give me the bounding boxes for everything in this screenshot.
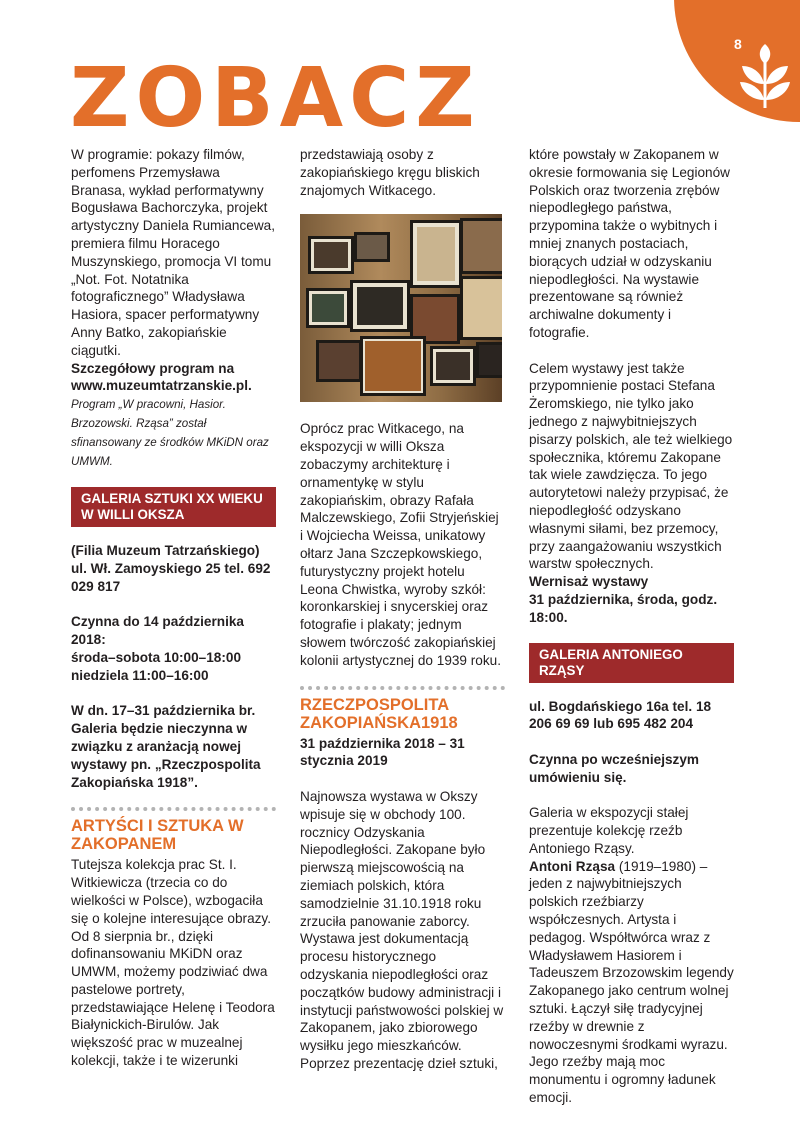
wheat-icon: [738, 44, 792, 110]
oksza-hours-weekdays: środa–sobota 10:00–18:00: [71, 649, 242, 665]
program-intro: W programie: pokazy filmów, perfomens Przemysława Branasa, wykład performatywny Bogusława Bachorczyka, projekt artystyczny Daniela Rumiancewa, premiera filmu Horacego Muszynskiego, promocja VI tomu „Not. Fot. Notatnika fotograficznego” Władysława Hasiora, spacer performatywny Anny Batko, zakopiańskie ciągutki.: [71, 147, 275, 358]
dotted-divider: [300, 686, 505, 690]
oksza-closure-notice: W dn. 17–31 października br. Galeria będzie nieczynna w związku z aranżacją nowej wystawy pn. „Rzeczpospolita Zakopiańska 1918”.: [71, 703, 261, 790]
rzasa-bio: [529, 858, 734, 1107]
vernissage-label: Wernisaż wystawy: [529, 574, 649, 590]
gallery-wall-photo: [300, 214, 502, 402]
section-body-artists: Tutejsza kolekcja prac St. I. Witkiewicza (trzecia co do wielkości w Polsce), wzbogaciła się o kolejne interesujące obrazy. Od 8 sierpnia br., dzięki dofinansowaniu MKiDN oraz UMWM, możemy podziwiać dwa pastelowe portrety, przedstawiające Helenę i Teodora Białynickich-Birulów. Jak większość prac w muzealnej kolekcji, także i te wizerunki: [71, 857, 275, 1069]
rzasa-description: Galeria w ekspozycji stałej prezentuje kolekcję rzeźb Antoniego Rząsy.: [529, 805, 689, 856]
oksza-hours-title: Czynna do 14 października 2018:: [71, 614, 244, 648]
artist-bio-text: (1919–1980) – jeden z najwybitniejszych polskich rzeźbiarzy współczesnych. Artysta i pedagog. Współtwórca wraz z Władysławem Hasiorem i Tadeuszem Brzozowskim legendy Zakopanego jako centrum wolnej sztuki. Łączył siłę tradycyjnej rzeźby w drewnie z nowoczesnymi środkami wyrazu. Jego rzeźby mają moc monumentu i ogromny ładunek emocji.: [529, 858, 734, 1106]
exhibition-dates: 31 października 2018 – 31 stycznia 2019: [300, 735, 465, 769]
oksza-address: (Filia Muzeum Tatrzańskiego) ul. Wł. Zamoyskiego 25 tel. 692 029 817: [71, 543, 271, 594]
page-number: 8: [734, 36, 742, 52]
vernissage-date: 31 października, środa, godz. 18:00.: [529, 591, 718, 625]
exhibition-description: Najnowsza wystawa w Okszy wpisuje się w obchody 100. rocznicy Odzyskania Niepodległości. Zakopane było pierwszą miejscowością na ziemiach polskich, która samodzielnie 31.10.1918 roku zrzuciła panowanie zaborcy. Wystawa jest dokumentacją procesu historycznego odzyskania niepodległości oraz początków budowy administracji i instytucji państwowości polskiej w Zakopanem, jako zbiorowego wysiłku jego mieszkańców. Poprzez prezentację dzieł sztuki,: [300, 788, 504, 1071]
page-title: ZOBACZ: [70, 51, 481, 146]
artist-name: Antoni Rząsa: [529, 858, 616, 874]
corner-decoration: [674, 0, 800, 122]
column-right: [529, 146, 734, 1107]
gallery-rzasa-box: GALERIA ANTONIEGO RZĄSY: [529, 643, 734, 683]
rzasa-address: ul. Bogdańskiego 16a tel. 18 206 69 69 lub 695 482 204: [529, 698, 712, 732]
oksza-hours-sunday: niedziela 11:00–16:00: [71, 667, 209, 683]
column-middle: [300, 146, 505, 1073]
artists-continued: przedstawiają osoby z zakopiańskiego kręgu bliskich znajomych Witkacego.: [300, 147, 480, 198]
program-link[interactable]: Szczegółowy program na www.muzeumtatrzanskie.pl.: [71, 360, 252, 394]
funding-note: Program „W pracowni, Hasior. Brzozowski. Rząsa” został sfinansowany ze środków MKiDN oraz UMWM.: [71, 398, 269, 469]
exhibition-continued: które powstały w Zakopanem w okresie formowania się Legionów Polskich oraz tworzenia zrębów niepodległego państwa, przypomina także o wybitnych i mniej znanych postaciach, biorących udział w odzyskaniu niepodległości. Na wystawie prezentowane są również archiwalne dokumenty i fotografie.: [529, 147, 730, 340]
section-title-artists: ARTYŚCI I SZTUKA W ZAKOPANEM: [71, 817, 244, 854]
section-title-rzeczpospolita: RZECZPOSPOLITA ZAKOPIAŃSKA1918: [300, 695, 458, 732]
dotted-divider: [71, 807, 276, 811]
gallery-oksza-box: GALERIA SZTUKI XX WIEKU W WILLI OKSZA: [71, 487, 276, 527]
rzasa-appointment: Czynna po wcześniejszym umówieniu się.: [529, 751, 699, 785]
exhibition-goal: Celem wystawy jest także przypomnienie postaci Stefana Żeromskiego, nie tylko jako jednego z najwybitniejszych pisarzy polskich, ale też wielkiego społecznika, któremu Zakopane tak wiele zawdzięcza. To jego autorytetowi należy przypisać, że niepodległość odzyskano własnymi siłami, bez przemocy, przy zaangażowaniu wszystkich warstw społecznych.: [529, 360, 733, 572]
oksza-description: Oprócz prac Witkacego, na ekspozycji w willi Oksza zobaczymy architekturę i ornamentykę w stylu zakopiańskim, obrazy Rafała Malczewskiego, Zofii Stryjeńskiej i Wojciecha Weissa, unikatowy ołtarz Jana Szczepkowskiego, futurystyczny projekt hotelu Leona Chwistka, wyroby szkół: koronkarskiej i snycerskiej oraz fotografie i plakaty; jednym słowem twórczość zakopiańskiej kolonii artystycznej do 1939 roku.: [300, 421, 501, 668]
column-left: [71, 146, 276, 1070]
